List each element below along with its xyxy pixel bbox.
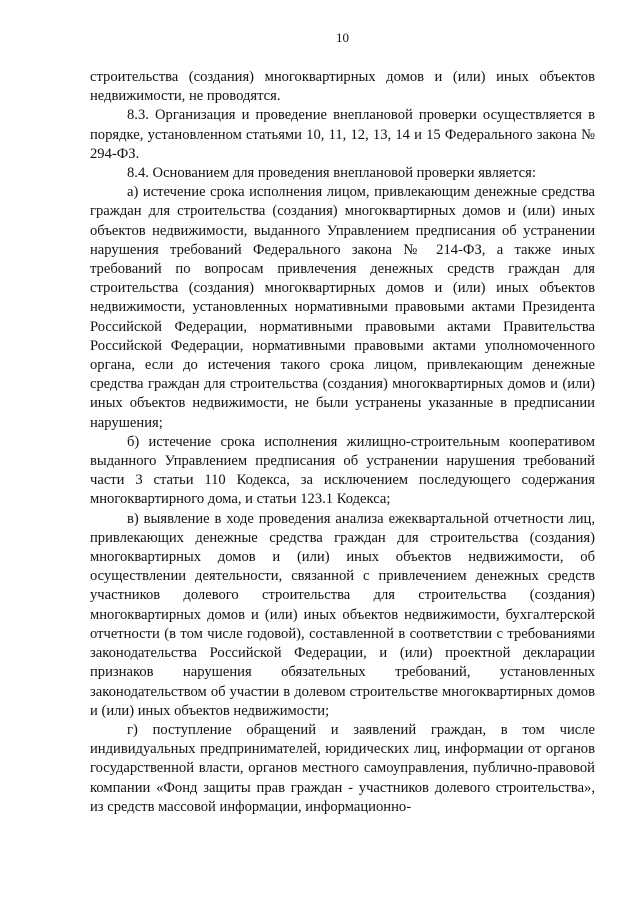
page-number: 10: [336, 30, 349, 45]
paragraph: 8.4. Основанием для проведения внеплановой проверки является:: [127, 165, 536, 182]
paragraph: 8.3. Организация и проведение внеплановой проверки осуществляется в порядке, установленном статьями 10, 11, 12, 13, 14 и 15 Федерального закона № 294-ФЗ.: [90, 107, 595, 162]
paragraph: б) истечение срока исполнения жилищно-строительным кооперативом выданного Управлением предписания об устранении нарушения требований части 3 статьи 110 Кодекса, за исключением последующего содержания многоквартирного дома, и статьи 123.1 Кодекса;: [90, 433, 595, 508]
document-page: [90, 30, 595, 817]
paragraph: строительства (создания) многоквартирных домов и (или) иных объектов недвижимости, не проводятся.: [90, 69, 595, 105]
paragraph: г) поступление обращений и заявлений граждан, в том числе индивидуальных предпринимателей, юридических лиц, информации от органов государственной власти, органов местного самоуправления, публично-правовой компании «Фонд защиты прав граждан - участников долевого строительства», из средств массовой информации, информационно-: [90, 721, 595, 815]
paragraph: в) выявление в ходе проведения анализа ежеквартальной отчетности лиц, привлекающих денежные средства граждан для строительства (создания) многоквартирных домов и (или) иных объектов недвижимости, об осуществлении деятельности, связанной с привлечением денежных средств участников долевого строительства для строительства (создания) многоквартирных домов и (или) иных объектов недвижимости, бухгалтерской отчетности (в том числе годовой), составленной в соответствии с требованиями законодательства Российской Федерации, и (или) проектной декларации признаков нарушения обязательных требований, установленных законодательством об участии в долевом строительстве многоквартирных домов и (или) иных объектов недвижимости;: [90, 510, 595, 719]
paragraph: а) истечение срока исполнения лицом, привлекающим денежные средства граждан для строительства (создания) многоквартирных домов и (или) иных объектов недвижимости, выданного Управлением предписания об устранении нарушения требований Федерального закона № 214-ФЗ, а также иных требований по вопросам привлечения денежных средств граждан для строительства (создания) многоквартирных домов и (или) иных объектов недвижимости, установленных нормативными правовыми актами Президента Российской Федерации, нормативными правовыми актами Правительства Российской Федерации, нормативными правовыми актами уполномоченного органа, если до истечения такого срока лицом, привлекающим денежные средства граждан для строительства (создания) многоквартирных домов и (или) иных объектов недвижимости, не были устранены указанные в предписании нарушения;: [90, 184, 595, 431]
document-body: [90, 68, 595, 817]
